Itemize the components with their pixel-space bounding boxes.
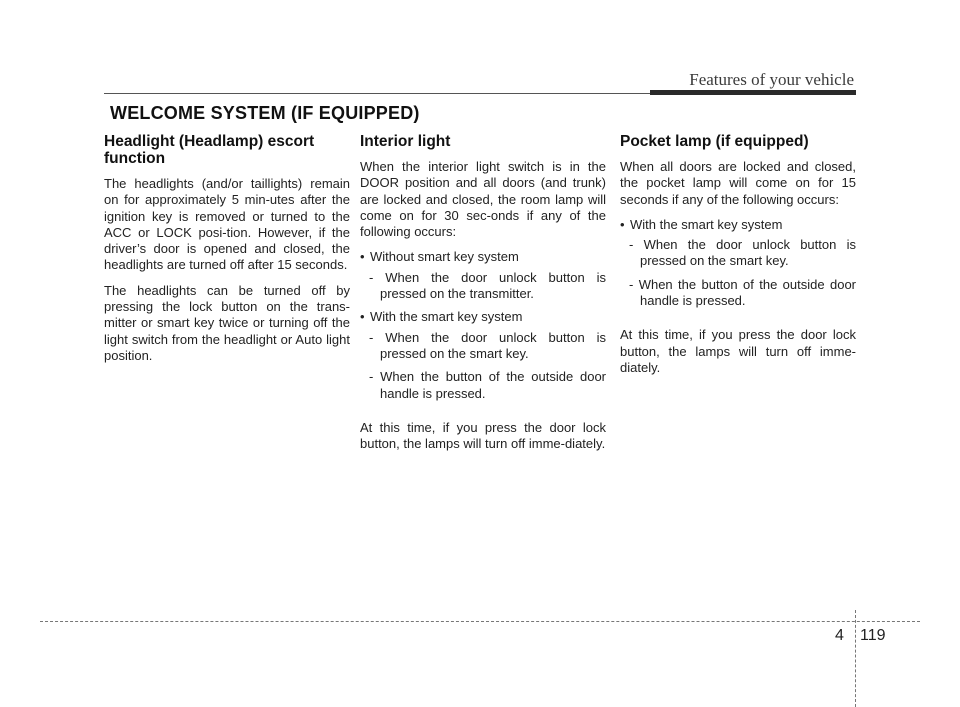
- bullet-list: [360, 249, 606, 401]
- sub-item: - When the button of the outside door handle is pressed.: [369, 369, 606, 401]
- header-rule: [104, 93, 650, 94]
- bullet-label: With the smart key system: [630, 216, 783, 232]
- list-item: [620, 217, 856, 309]
- column-interior-light: [360, 133, 606, 461]
- list-item: [360, 309, 606, 401]
- paragraph: The headlights (and/or taillights) remain on for approximately 5 min-utes after the ignition key is removed or turned to the ACC or LOCK posi-tion. However, if the driver’s door is opened and closed, the headlights are turned off after 15 seconds.: [104, 176, 350, 273]
- footer-rule: [40, 621, 920, 622]
- sub-item: - When the button of the outside door handle is pressed.: [629, 276, 856, 309]
- sub-item: - When the door unlock button is pressed on the transmitter.: [369, 269, 606, 302]
- footer-divider: [855, 610, 856, 707]
- column-headlight-escort: [104, 133, 350, 373]
- header-rule-accent: [650, 90, 856, 95]
- column-pocket-lamp: [620, 133, 856, 385]
- bullet-icon: •: [360, 249, 365, 265]
- bullet-list: [620, 217, 856, 309]
- paragraph: When all doors are locked and closed, the pocket lamp will come on for 15 seconds if any of the following occurs:: [620, 159, 856, 207]
- heading-pocket-lamp: Pocket lamp (if equipped): [620, 133, 809, 150]
- bullet-label: With the smart key system: [370, 309, 523, 325]
- heading-interior-light: Interior light: [360, 133, 451, 150]
- section-title: WELCOME SYSTEM (IF EQUIPPED): [110, 103, 420, 123]
- bullet-icon: •: [620, 216, 625, 232]
- bullet-icon: •: [360, 309, 365, 325]
- paragraph: At this time, if you press the door lock button, the lamps will turn off imme-diately.: [360, 419, 606, 452]
- chapter-number: 4: [835, 627, 844, 644]
- heading-headlight-escort: Headlight (Headlamp) escort function: [104, 133, 315, 167]
- sub-item: - When the door unlock button is pressed on the smart key.: [369, 329, 606, 361]
- chapter-title: Features of your vehicle: [689, 70, 854, 89]
- paragraph: At this time, if you press the door lock button, the lamps will turn off imme-diately.: [620, 327, 856, 375]
- sub-item: - When the door unlock button is pressed on the smart key.: [629, 237, 856, 269]
- list-item: [360, 249, 606, 302]
- paragraph: When the interior light switch is in the DOOR position and all doors (and trunk) are locked and closed, the room lamp will come on for 30 sec-onds if any of the following occurs:: [360, 159, 606, 240]
- paragraph: The headlights can be turned off by pressing the lock button on the trans-mitter or smart key twice or turning off the light switch from the headlight or Auto light position.: [104, 282, 350, 363]
- bullet-label: Without smart key system: [370, 249, 519, 265]
- page-number: 119: [860, 627, 886, 644]
